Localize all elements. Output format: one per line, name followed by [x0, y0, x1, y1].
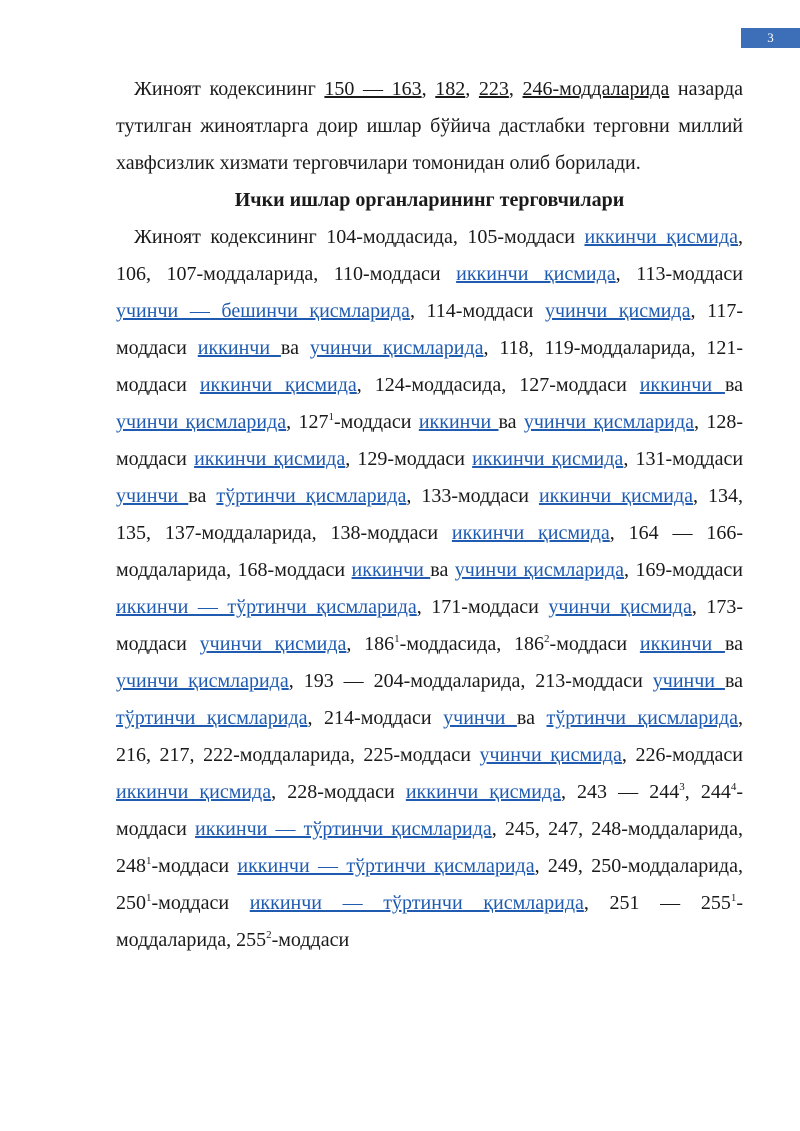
part-link[interactable]: учинчи — бешинчи қисмларида [116, 300, 410, 322]
part-link[interactable]: иккинчи қисмида [456, 263, 616, 285]
part-link[interactable]: тўртинчи қисмларида [546, 707, 739, 729]
part-link[interactable]: учинчи қисмларида [309, 337, 484, 359]
part-link[interactable]: иккинчи [418, 411, 499, 433]
part-link[interactable]: иккинчи қисмида [538, 485, 693, 507]
part-link[interactable]: иккинчи [639, 633, 725, 655]
part-link[interactable]: иккинчи — тўртинчи қисмларида [249, 892, 584, 914]
part-link[interactable]: иккинчи қисмида [199, 374, 357, 396]
part-link[interactable]: иккинчи — тўртинчи қисмларида [116, 596, 417, 618]
part-link[interactable]: иккинчи қисмида [451, 522, 610, 544]
article-link[interactable]: 246-моддаларида [522, 78, 670, 100]
part-link[interactable]: учинчи қисмларида [454, 559, 625, 581]
part-link[interactable]: иккинчи [197, 337, 281, 359]
article-link[interactable]: 223 [478, 78, 509, 100]
part-link[interactable]: учинчи қисмида [479, 744, 622, 766]
part-link[interactable]: учинчи [116, 485, 189, 507]
article-link[interactable]: 150 — 163 [324, 78, 422, 100]
paragraph-intro: Жиноят кодексининг 150 — 163, 182, 223, 246-моддаларида назарда тутилган жиноятларга доир ишлар бўйича дастлабки терговни миллий хавфсизлик хизмати терговчилари томонидан олиб борилади. [116, 78, 744, 174]
section-heading: Ички ишлар органларининг терговчилари [234, 189, 625, 211]
part-link[interactable]: учинчи қисмида [548, 596, 692, 618]
part-link[interactable]: учинчи [652, 670, 725, 692]
part-link[interactable]: иккинчи қисмида [194, 448, 346, 470]
part-link[interactable]: иккинчи [639, 374, 725, 396]
document-body [116, 71, 743, 959]
part-link[interactable]: учинчи [443, 707, 517, 729]
part-link[interactable]: иккинчи қисмида [116, 781, 272, 803]
part-link[interactable]: учинчи қисмида [199, 633, 347, 655]
part-link[interactable]: иккинчи қисмида [405, 781, 561, 803]
part-link[interactable]: иккинчи қисмида [584, 226, 738, 248]
part-link[interactable]: учинчи қисмларида [523, 411, 694, 433]
article-link[interactable]: 182 [435, 78, 466, 100]
part-link[interactable]: тўртинчи қисмларида [216, 485, 407, 507]
part-link[interactable]: иккинчи — тўртинчи қисмларида [237, 855, 535, 877]
part-link[interactable]: иккинчи — тўртинчи қисмларида [195, 818, 492, 840]
page-number-badge: 3 [741, 28, 800, 48]
part-link[interactable]: учинчи қисмларида [116, 411, 287, 433]
part-link[interactable]: учинчи қисмларида [116, 670, 289, 692]
part-link[interactable]: учинчи қисмида [544, 300, 691, 322]
part-link[interactable]: иккинчи [351, 559, 431, 581]
part-link[interactable]: тўртинчи қисмларида [116, 707, 308, 729]
paragraph-articles: Жиноят кодексининг 104-моддасида, 105-моддаси иккинчи қисмида, 106, 107-моддаларида, 110-моддаси иккинчи қисмида, 113-моддаси учинчи — бешинчи қисмларида, 114-моддаси учинчи қисмида, 117-моддаси иккинчи ва учинчи қисмларида, 118, 119-моддаларида, 121-моддаси иккинчи қисмида, 124-моддасида, 127-моддаси иккинчи ва учинчи қисмларида, $127^1$-моддаси иккинчи ва учинчи қисмларида, 128-моддаси иккинчи қисмида, 129-моддаси иккинчи қисмида, 131-моддаси учинчи ва тўртинчи қисмларида, 133-моддаси иккинчи қисмида, 134, 135, 137-моддаларида, 138-моддаси иккинчи қисмида, 164 — 166-моддаларида, 168-моддаси иккинчи ва учинчи қисмларида, 169-моддаси иккинчи — тўртинчи қисмларида, 171-моддаси учинчи қисмида, 173-моддаси учинчи қисмида, $186^1$-моддасида, $186^2$-моддаси иккинчи ва учинчи қисмларида, 193 — 204-моддаларида, 213-моддаси учинчи ва тўртинчи қисмларида, 214-моддаси учинчи ва тўртинчи қисмларида, 216, 217, 222-моддаларида, 225-моддаси учинчи қисмида, 226-моддаси иккинчи қисмида, 228-моддаси иккинчи қисмида, 243 — $244^3$, $244^4$-моддаси иккинчи — тўртинчи қисмларида, 245, 247, 248-моддаларида, $248^1$-моддаси иккинчи — тўртинчи қисмларида, 249, 250-моддаларида, $250^1$-моддаси иккинчи — тўртинчи қисмларида, 251 — $255^1$-моддаларида, $255^2$-моддаси [116, 226, 744, 951]
part-link[interactable]: иккинчи қисмида [472, 448, 624, 470]
